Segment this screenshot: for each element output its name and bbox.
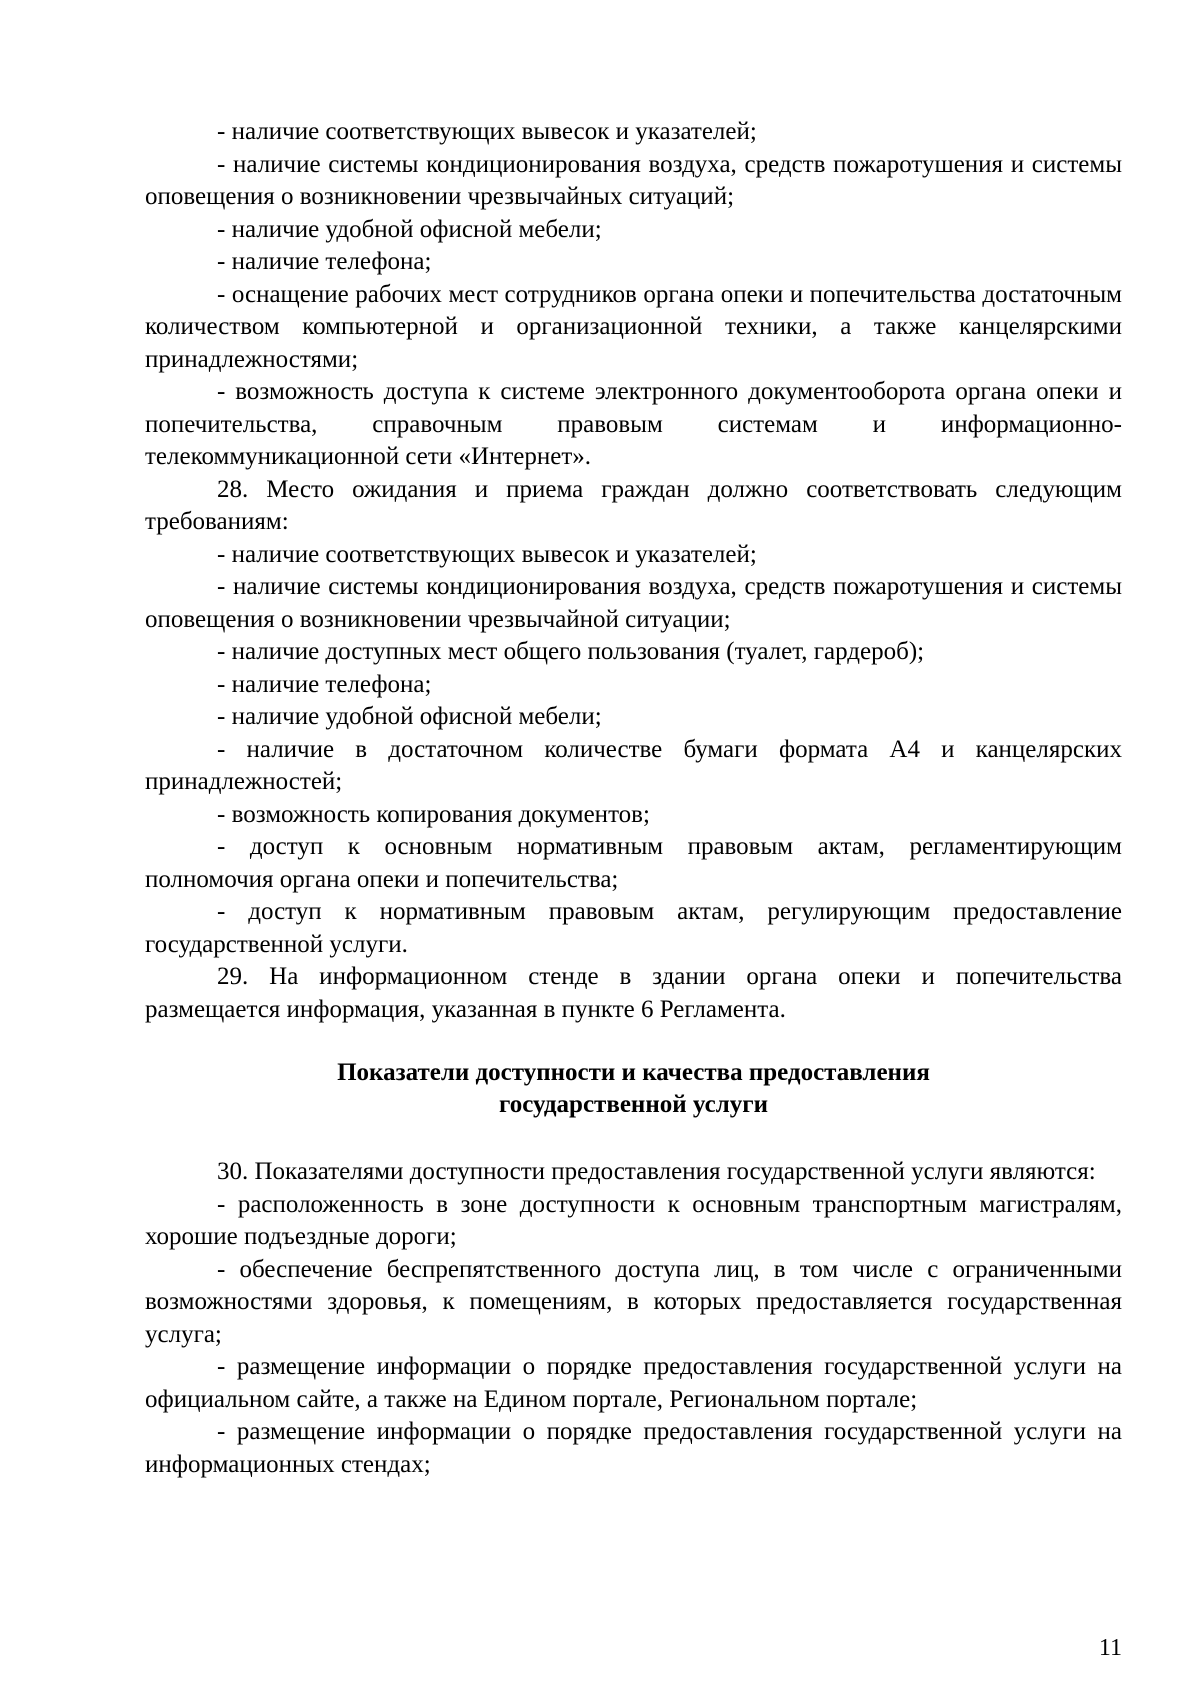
paragraph: - расположенность в зоне доступности к основным транспортным магистралям, хорошие подъездные дороги; [145,1190,1122,1250]
paragraph: - размещение информации о порядке предоставления государственной услуги на официальном сайте, а также на Едином портале, Региональном портале; [145,1353,1122,1413]
paragraph: - наличие в достаточном количестве бумаги формата А4 и канцелярских принадлежностей; [145,735,1122,795]
paragraph: - оснащение рабочих мест сотрудников органа опеки и попечительства достаточным количеством компьютерной и организационной техники, а также канцелярскими принадлежностями; [145,280,1122,373]
paragraph: - доступ к основным нормативным правовым актам, регламентирующим полномочия органа опеки и попечительства; [145,833,1122,893]
section-heading-line: государственной услуги [498,1091,769,1118]
paragraph: - наличие удобной офисной мебели; [217,215,602,243]
paragraph: - обеспечение беспрепятственного доступа лиц, в том числе с ограниченными возможностями здоровья, к помещениям, в которых предоставляется государственная услуга; [145,1255,1122,1348]
paragraph: - размещение информации о порядке предоставления государственной услуги на информационных стендах; [145,1418,1122,1478]
section-heading [145,1057,1122,1121]
paragraph-clause-28: 28. Место ожидания и приема граждан должно соответствовать следующим требованиям: [145,475,1122,535]
paragraph: - возможность доступа к системе электронного документооборота органа опеки и попечительства, справочным правовым системам и информационно-телекоммуникационной сети «Интернет». [145,378,1122,470]
paragraph: - возможность копирования документов; [217,800,650,828]
section-heading-line: Показатели доступности и качества предоставления [337,1059,930,1086]
paragraph: - наличие соответствующих вывесок и указателей; [217,540,757,568]
paragraph: - наличие соответствующих вывесок и указателей; [217,118,757,145]
paragraph: - наличие удобной офисной мебели; [217,703,602,730]
paragraph: - доступ к нормативным правовым актам, регулирующим предоставление государственной услуги. [145,898,1122,958]
page-body [145,116,1122,1481]
paragraph: - наличие доступных мест общего пользования (туалет, гардероб); [217,638,925,665]
paragraph: - наличие телефона; [217,248,432,275]
paragraph: - наличие системы кондиционирования воздуха, средств пожаротушения и системы оповещения о возникновении чрезвычайной ситуации; [145,573,1122,633]
paragraph: - наличие телефона; [217,670,432,698]
paragraph-clause-29: 29. На информационном стенде в здании органа опеки и попечительства размещается информация, указанная в пункте 6 Регламента. [145,963,1122,1023]
page-number: 11 [1098,1635,1122,1661]
paragraph-clause-30: 30. Показателями доступности предоставления государственной услуги являются: [217,1158,1096,1185]
paragraph: - наличие системы кондиционирования воздуха, средств пожаротушения и системы оповещения о возникновении чрезвычайных ситуаций; [145,150,1122,210]
